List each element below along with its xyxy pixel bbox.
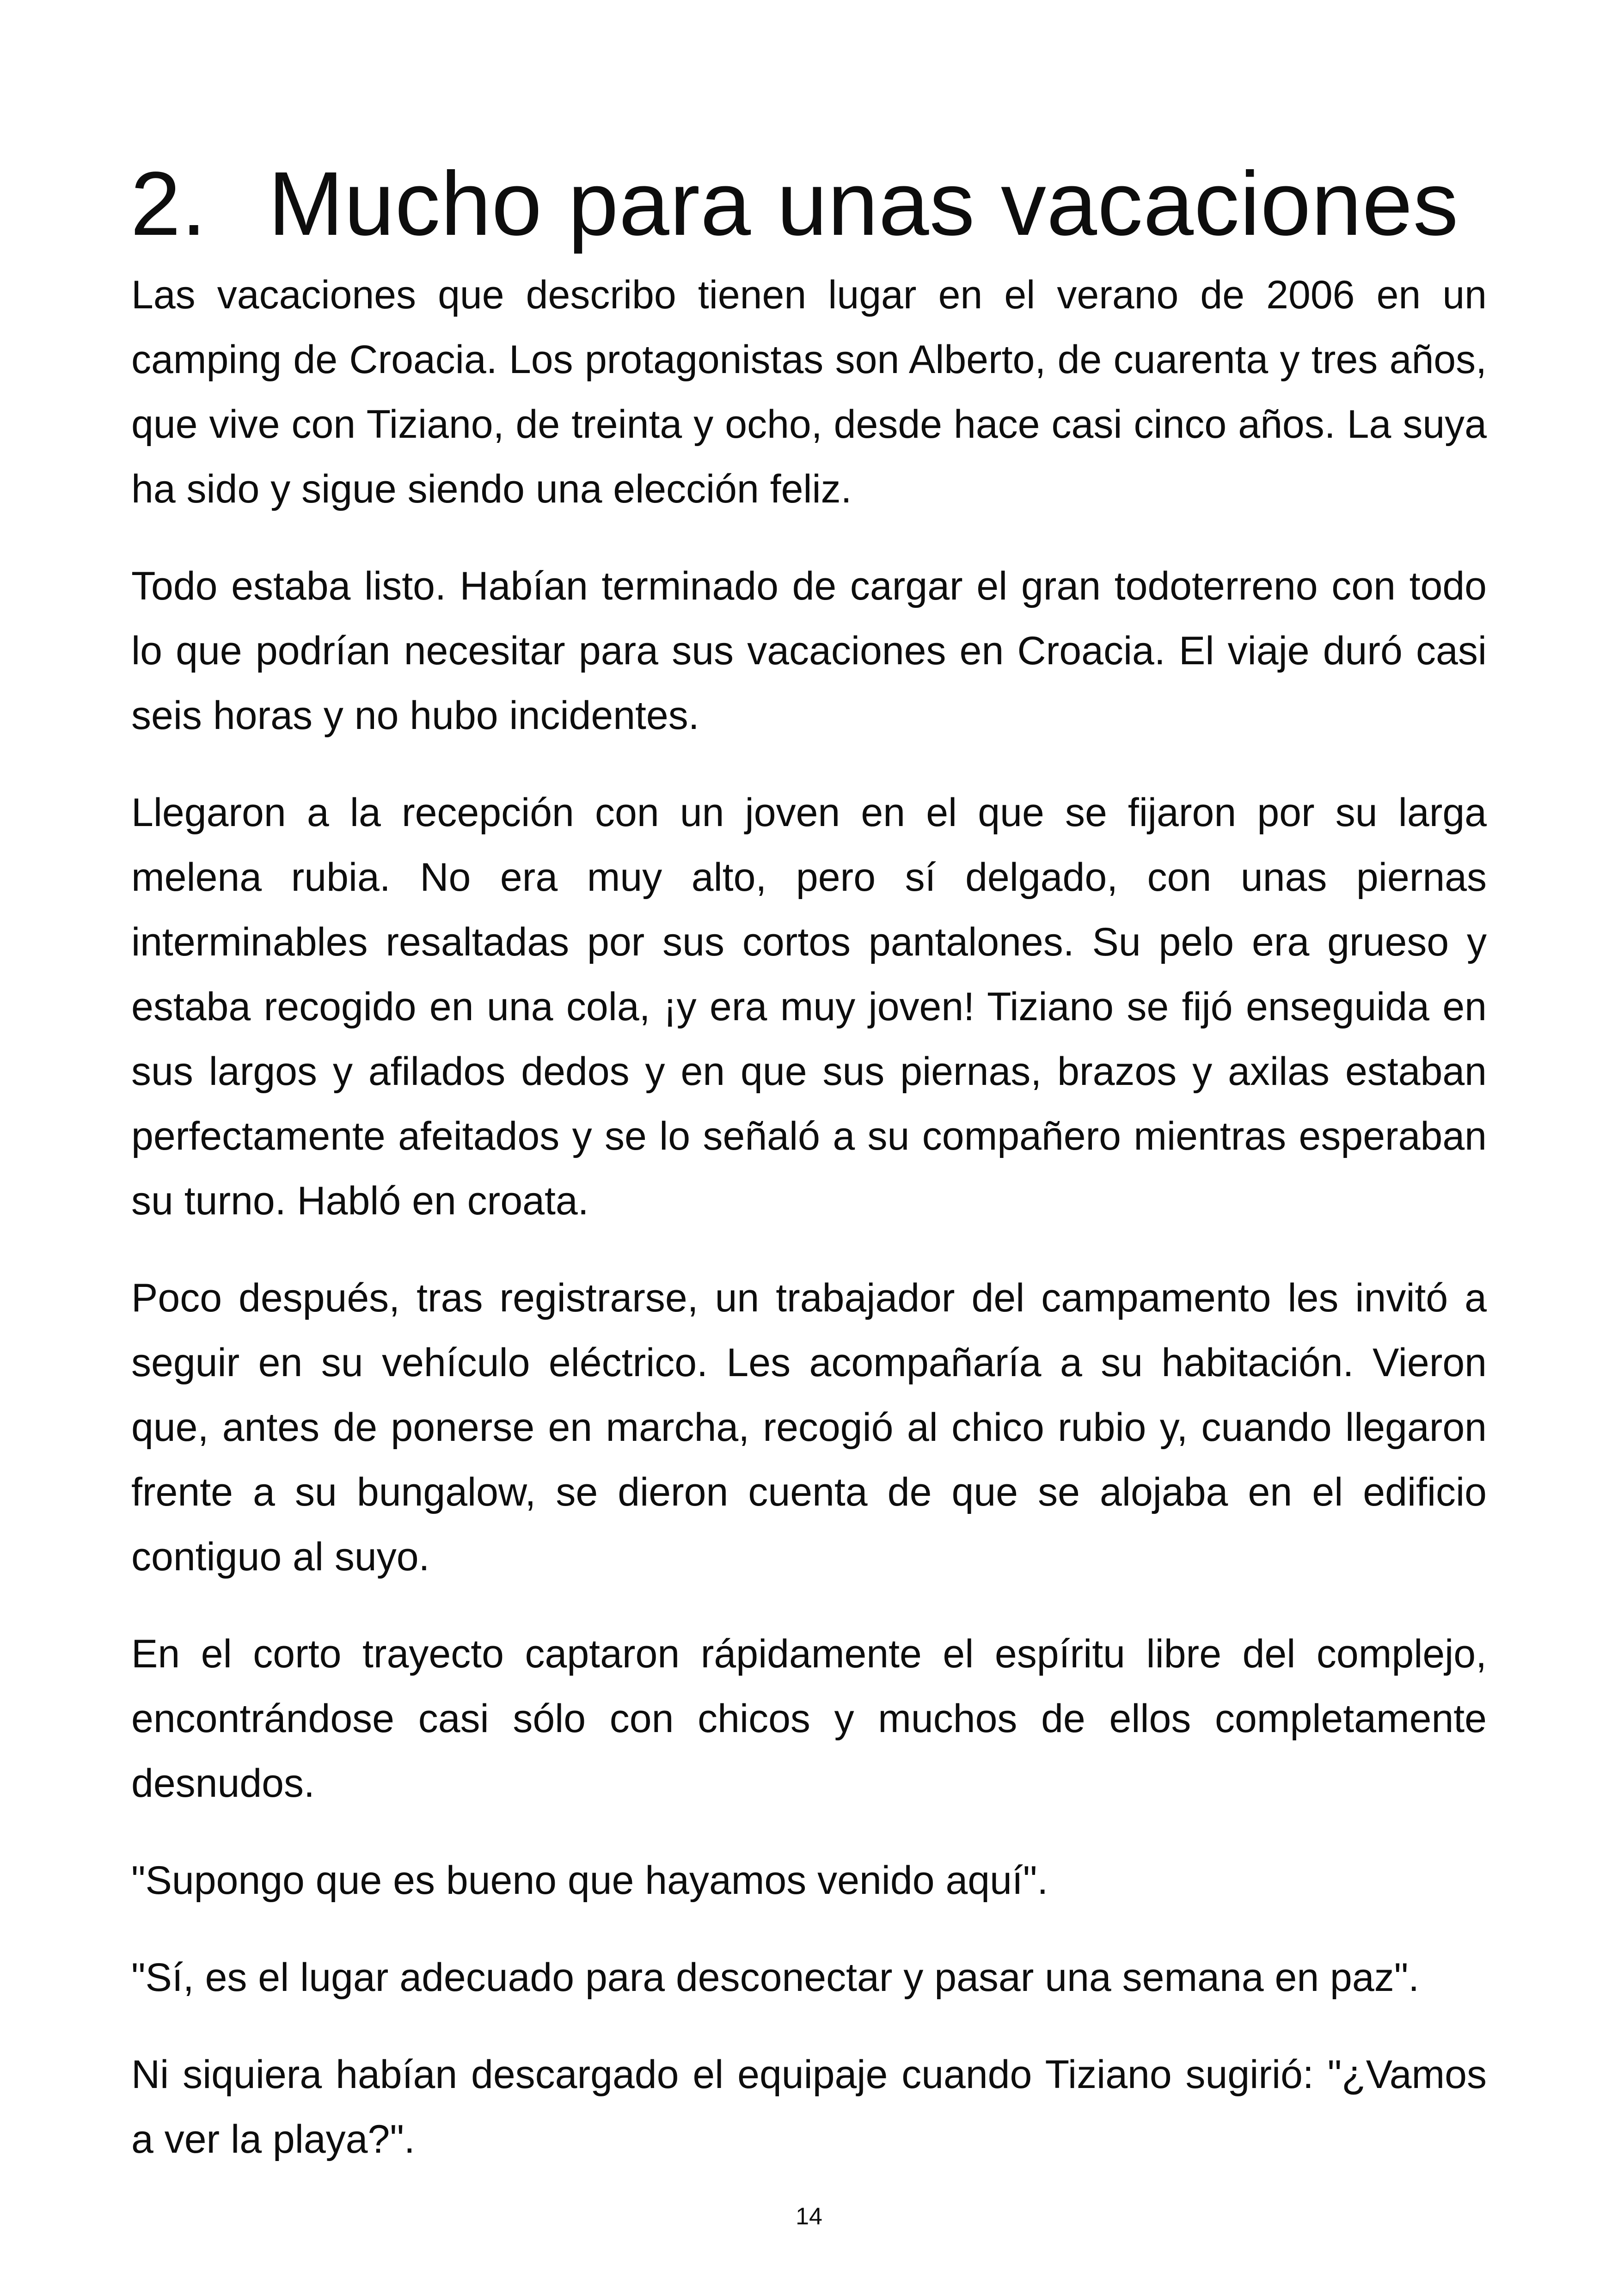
body-text	[131, 263, 1487, 2204]
paragraph: Poco después, tras registrarse, un trabajador del campamento les invitó a seguir en su vehículo eléctrico. Les acompañaría a su habitación. Vieron que, antes de ponerse en marcha, recogió al chico rubio y, cuando llegaron frente a su bungalow, se dieron cuenta de que se alojaba en el edificio contiguo al suyo.	[131, 1276, 1487, 1579]
paragraph: Ni siquiera habían descargado el equipaje cuando Tiziano sugirió: "¿Vamos a ver la playa?".	[131, 2052, 1487, 2161]
chapter-number: 2.	[130, 153, 207, 255]
dialog-line: "Supongo que es bueno que hayamos venido aquí".	[131, 1858, 1048, 1903]
paragraph: Llegaron a la recepción con un joven en el que se fijaron por su larga melena rubia. No era muy alto, pero sí delgado, con unas piernas interminables resaltadas por sus cortos pantalones. Su pelo era grueso y estaba recogido en una cola, ¡y era muy joven! Tiziano se fijó enseguida en sus largos y afilados dedos y en que sus piernas, brazos y axilas estaban perfectamente afeitados y se lo señaló a su compañero mientras esperaban su turno. Habló en croata.	[131, 790, 1487, 1223]
paragraph: Todo estaba listo. Habían terminado de cargar el gran todoterreno con todo lo que podrían necesitar para sus vacaciones en Croacia. El viaje duró casi seis horas y no hubo incidentes.	[131, 564, 1487, 738]
chapter-title: Mucho para unas vacaciones	[268, 153, 1459, 255]
page-number: 14	[796, 2203, 822, 2230]
dialog-line: "Sí, es el lugar adecuado para desconectar y pasar una semana en paz".	[131, 1955, 1420, 2000]
paragraph: En el corto trayecto captaron rápidamente el espíritu libre del complejo, encontrándose casi sólo con chicos y muchos de ellos completamente desnudos.	[131, 1632, 1487, 1806]
paragraph: Las vacaciones que describo tienen lugar en el verano de 2006 en un camping de Croacia. Los protagonistas son Alberto, de cuarenta y tres años, que vive con Tiziano, de treinta y ocho, desde hace casi cinco años. La suya ha sido y sigue siendo una elección feliz.	[131, 273, 1487, 511]
chapter-heading	[130, 144, 1517, 264]
